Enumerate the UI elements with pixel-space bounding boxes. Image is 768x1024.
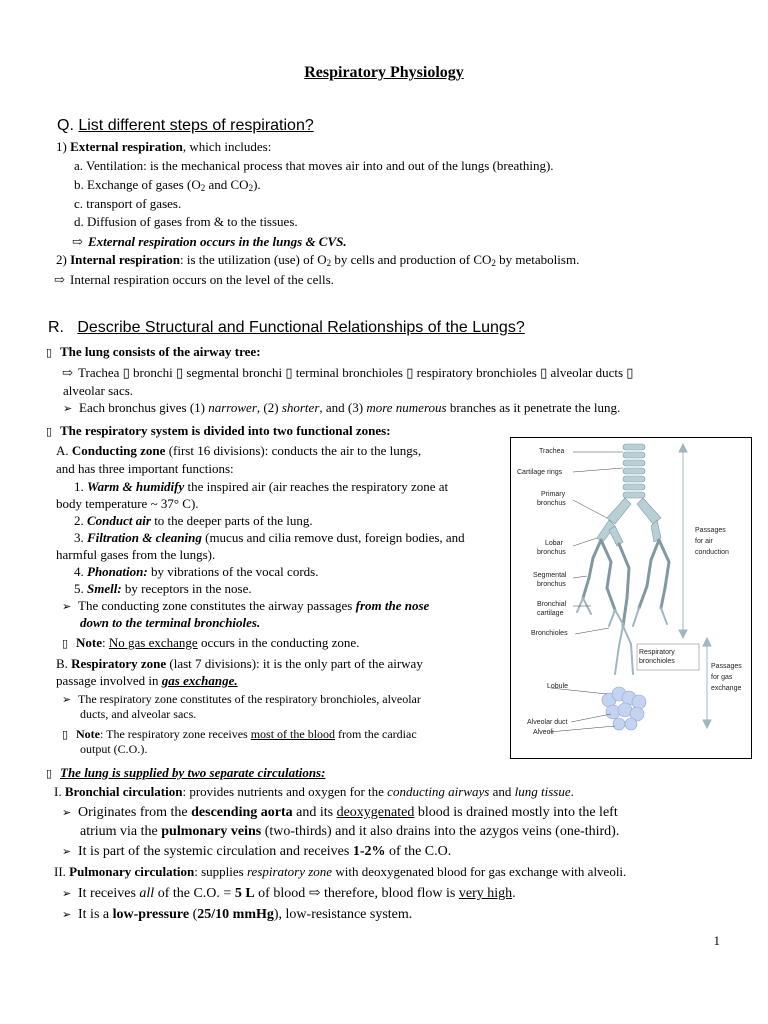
function-filtration-line2: harmful gases from the lungs). [56, 547, 216, 562]
text: therefore, blood flow is [320, 886, 459, 901]
list-number: 3. [74, 530, 84, 545]
underlined-text: deoxygenated [336, 805, 415, 820]
bronchial-systemic [62, 842, 451, 862]
circulations-heading [46, 764, 325, 783]
internal-note [54, 271, 334, 289]
function-filtration [74, 529, 465, 547]
zones-heading [46, 422, 391, 441]
bronchi-shape [597, 498, 661, 546]
function-term: Filtration & cleaning [87, 530, 202, 545]
bronchial-origin [62, 803, 618, 823]
text: The respiratory zone constitutes of the respiratory bronchioles, alveolar [78, 692, 421, 706]
text: Originates from the [78, 805, 192, 820]
list-number: 1. [74, 479, 84, 494]
text: : supplies [194, 864, 247, 879]
question-r-heading [48, 318, 525, 338]
italic-text: respiratory zone [246, 864, 333, 879]
conducting-constitutes-line2 [80, 614, 260, 632]
text: : The respiratory zone receives [100, 727, 251, 741]
chevron-bullet-icon: ➢ [63, 403, 73, 415]
label-lobule: Lobule [547, 683, 569, 690]
external-respiration-line [56, 138, 271, 156]
pulmonary-circulation [54, 863, 626, 881]
airway-tree-illustration [511, 438, 751, 758]
function-warm [74, 478, 448, 496]
list-number: 5. [74, 581, 84, 596]
function-smell [74, 580, 252, 598]
text: blood is drained mostly into the left [414, 805, 618, 820]
list-number: 2. [74, 513, 84, 528]
list-item-exchange [74, 176, 261, 194]
external-respiration-term: External respiration [70, 139, 183, 154]
text: (last 7 divisions): it is the only part of the airway [166, 656, 423, 671]
bronchial-origin-line2 [80, 822, 619, 841]
italic-text: shorter [281, 400, 320, 415]
list-item-diffusion: d. Diffusion of gases from & to the tissues. [74, 214, 298, 229]
pulmonary-receives [62, 884, 516, 904]
label-alveolar-duct: Alveolar duct [527, 719, 568, 726]
text: ), low-resistance system. [273, 907, 413, 922]
label-passages-air-3: conduction [695, 549, 729, 556]
bullet-square-icon: ▯ [46, 347, 53, 359]
list-number: 1) [56, 139, 67, 154]
function-warm-line2: body temperature ~ 37° C). [56, 496, 199, 511]
bullet-square-icon: ▯ [46, 768, 53, 780]
label-alveoli: Alveoli [533, 729, 554, 736]
question-q-heading [57, 116, 314, 136]
text: of the C.O. [385, 844, 452, 859]
text: It is a [78, 907, 113, 922]
alveoli-cluster [602, 687, 646, 730]
function-term: Warm & humidify [87, 479, 185, 494]
external-note-text: External respiration occurs in the lungs & CVS. [88, 234, 347, 249]
zones-heading-text: The respiratory system is divided into two functional zones: [60, 423, 391, 438]
label-resp-bronchioles-1: Respiratory [639, 649, 675, 656]
list-number: I. [54, 784, 62, 799]
external-note [72, 233, 347, 251]
question-r-prefix: R. [48, 319, 64, 336]
chevron-bullet-icon: ➢ [62, 694, 72, 706]
gas-exchange-term: gas exchange. [161, 673, 238, 688]
chevron-bullet-icon: ➢ [62, 846, 72, 858]
function-term: Conduct air [87, 513, 151, 528]
text: branches as it penetrate the lung. [446, 400, 621, 415]
text: It is part of the systemic circulation and receives [78, 844, 353, 859]
text: and its [292, 805, 337, 820]
text: by metabolism. [495, 252, 580, 267]
arrow-right-icon: ⇨ [62, 365, 73, 380]
text: and [489, 784, 515, 799]
text: ( [189, 907, 198, 922]
text: occurs in the conducting zone. [197, 635, 360, 650]
internal-respiration-term: Internal respiration [70, 252, 180, 267]
page-title: Respiratory Physiology [304, 64, 464, 81]
bold-text: low-pressure [112, 907, 190, 922]
text: passage involved in [56, 673, 162, 688]
label-bronchial-cartilage-1: Bronchial [537, 601, 567, 608]
label-passages-gas-1: Passages [711, 663, 742, 670]
text: (mucus and cilia remove dust, foreign bodies, and [201, 530, 465, 545]
function-term: Smell: [87, 581, 122, 596]
bronchus-branches [63, 399, 620, 418]
trachea-shape [623, 444, 645, 498]
text: It receives [78, 886, 140, 901]
conducting-zone-line1 [56, 442, 500, 460]
conducting-zone-term: Conducting zone [71, 443, 166, 458]
function-term: Phonation: [87, 564, 148, 579]
underlined-text: very high [458, 886, 513, 901]
chevron-bullet-icon: ➢ [62, 888, 72, 900]
label-resp-bronchioles-2: bronchioles [639, 658, 675, 665]
text: atrium via the [80, 824, 162, 839]
bold-text: descending aorta [191, 805, 293, 820]
arrow-right-icon: ⇨ [54, 272, 65, 287]
subscript: 2 [491, 258, 496, 268]
subscript: 2 [326, 258, 332, 268]
arrow-right-icon: ⇨ [72, 234, 83, 249]
text: . [512, 886, 516, 901]
label-trachea: Trachea [539, 448, 565, 455]
italic-text: all [139, 886, 155, 901]
chevron-bullet-icon: ➢ [62, 601, 72, 613]
bold-text: 25/10 mmHg [197, 907, 274, 922]
text: : is the utilization (use) of O [180, 252, 327, 267]
label-passages-air-1: Passages [695, 527, 726, 534]
text: The conducting zone constitutes the airway passages [78, 598, 356, 613]
internal-note-text: Internal respiration occurs on the level of the cells. [70, 272, 334, 287]
bullet-square-icon: ▯ [62, 729, 69, 741]
list-letter: A. [56, 443, 69, 458]
list-letter: B. [56, 656, 68, 671]
question-r-text: Describe Structural and Functional Relationships of the Lungs? [77, 319, 525, 336]
airway-tree-heading [46, 343, 261, 362]
respiratory-zone-line1 [56, 655, 423, 673]
respiratory-note-line2: output (C.O.). [80, 742, 148, 756]
text: . [570, 784, 574, 799]
respiratory-zone-term: Respiratory zone [71, 656, 167, 671]
text: with deoxygenated blood for gas exchange with alveoli. [332, 864, 627, 879]
text: by receptors in the nose. [121, 581, 252, 596]
airway-sequence-line2: alveolar sacs. [63, 383, 134, 398]
italic-text: more numerous [366, 400, 447, 415]
pulmonary-pressure [62, 905, 412, 925]
label-bronchioles: Bronchioles [531, 630, 568, 637]
bold-text: 5 L [234, 886, 255, 901]
text: of blood [254, 886, 309, 901]
text: by cells and production of CO [331, 252, 492, 267]
respiratory-constitutes-line2: ducts, and alveolar sacs. [80, 707, 197, 721]
function-conduct [74, 512, 313, 530]
text: (two-thirds) and it also drains into the azygos veins (one-third). [261, 824, 620, 839]
bronchiole-branches [583, 540, 669, 626]
text: , (2) [256, 400, 282, 415]
bold-text: pulmonary veins [161, 824, 262, 839]
text: Each bronchus gives (1) [79, 400, 209, 415]
emphasis-text: down to the terminal bronchioles. [80, 615, 261, 630]
text: (first 16 divisions): conducts the air to the lungs, [165, 443, 422, 458]
bullet-square-icon: ▯ [62, 638, 69, 650]
airway-sequence-text: Trachea ▯ bronchi ▯ segmental bronchi ▯ terminal bronchioles ▯ respiratory bronchioles ▯ alveolar ducts ▯ [78, 365, 634, 380]
text: by vibrations of the vocal cords. [147, 564, 319, 579]
list-number: 4. [74, 564, 84, 579]
passage-arrows [679, 444, 711, 728]
circulations-heading-text: The lung is supplied by two separate circulations: [60, 765, 326, 780]
pulmonary-circulation-term: Pulmonary circulation [69, 864, 195, 879]
label-lobar-1: Lobar [545, 540, 563, 547]
conducting-zone-line2: and has three important functions: [56, 461, 234, 476]
label-passages-gas-2: for gas [711, 674, 733, 681]
note-label: Note [76, 727, 100, 741]
page-number: 1 [713, 933, 720, 948]
internal-respiration-line [56, 251, 579, 269]
list-number: II. [54, 864, 66, 879]
text: the inspired air (air reaches the respiratory zone at [184, 479, 449, 494]
chevron-bullet-icon: ➢ [62, 807, 72, 819]
chevron-bullet-icon: ➢ [62, 909, 72, 921]
function-phonation [74, 563, 318, 581]
bronchial-circulation [54, 783, 574, 801]
emphasis-text: from the nose [355, 598, 430, 613]
text: of the C.O. = [154, 886, 235, 901]
text: ). [253, 177, 261, 192]
label-passages-air-2: for air [695, 538, 713, 545]
airway-tree-heading-text: The lung consists of the airway tree: [60, 344, 261, 359]
list-text: , which includes: [182, 139, 272, 154]
label-primary-bronchus-2: bronchus [537, 500, 566, 507]
text: from the cardiac [335, 727, 417, 741]
text: and CO [205, 177, 249, 192]
airway-tree-figure [510, 437, 752, 759]
italic-text: narrower [208, 400, 257, 415]
respiratory-zone-line2 [56, 672, 238, 690]
label-bronchial-cartilage-2: cartilage [537, 610, 564, 617]
text: b. Exchange of gases (O [74, 177, 201, 192]
subscript: 2 [248, 183, 254, 193]
italic-text: conducting airways [387, 784, 490, 799]
underlined-text: most of the blood [250, 727, 336, 741]
arrow-right-icon: ⇨ [308, 886, 321, 901]
bronchial-circulation-term: Bronchial circulation [64, 784, 183, 799]
subscript: 2 [200, 183, 206, 193]
note-label: Note [76, 635, 102, 650]
label-cartilage-rings: Cartilage rings [517, 469, 563, 476]
text: : provides nutrients and oxygen for the [182, 784, 388, 799]
question-q-prefix: Q. [57, 117, 74, 134]
italic-text: lung tissue [514, 784, 571, 799]
bullet-square-icon: ▯ [46, 426, 53, 438]
label-segmental-1: Segmental [533, 572, 567, 579]
list-item-transport: c. transport of gases. [74, 196, 182, 211]
text: to the deeper parts of the lung. [150, 513, 313, 528]
list-number: 2) [56, 252, 67, 267]
underlined-text: No gas exchange [108, 635, 198, 650]
label-lobar-2: bronchus [537, 549, 566, 556]
label-segmental-2: bronchus [537, 581, 566, 588]
list-item-ventilation: a. Ventilation: is the mechanical process that moves air into and out of the lungs (breathing). [74, 158, 554, 173]
conducting-note [62, 634, 359, 653]
label-passages-gas-3: exchange [711, 685, 742, 692]
airway-sequence-line [62, 364, 633, 382]
label-primary-bronchus-1: Primary [541, 491, 566, 498]
bold-text: 1-2% [352, 844, 386, 859]
text: : [102, 635, 109, 650]
text: , and (3) [319, 400, 367, 415]
question-q-text: List different steps of respiration? [78, 117, 314, 134]
